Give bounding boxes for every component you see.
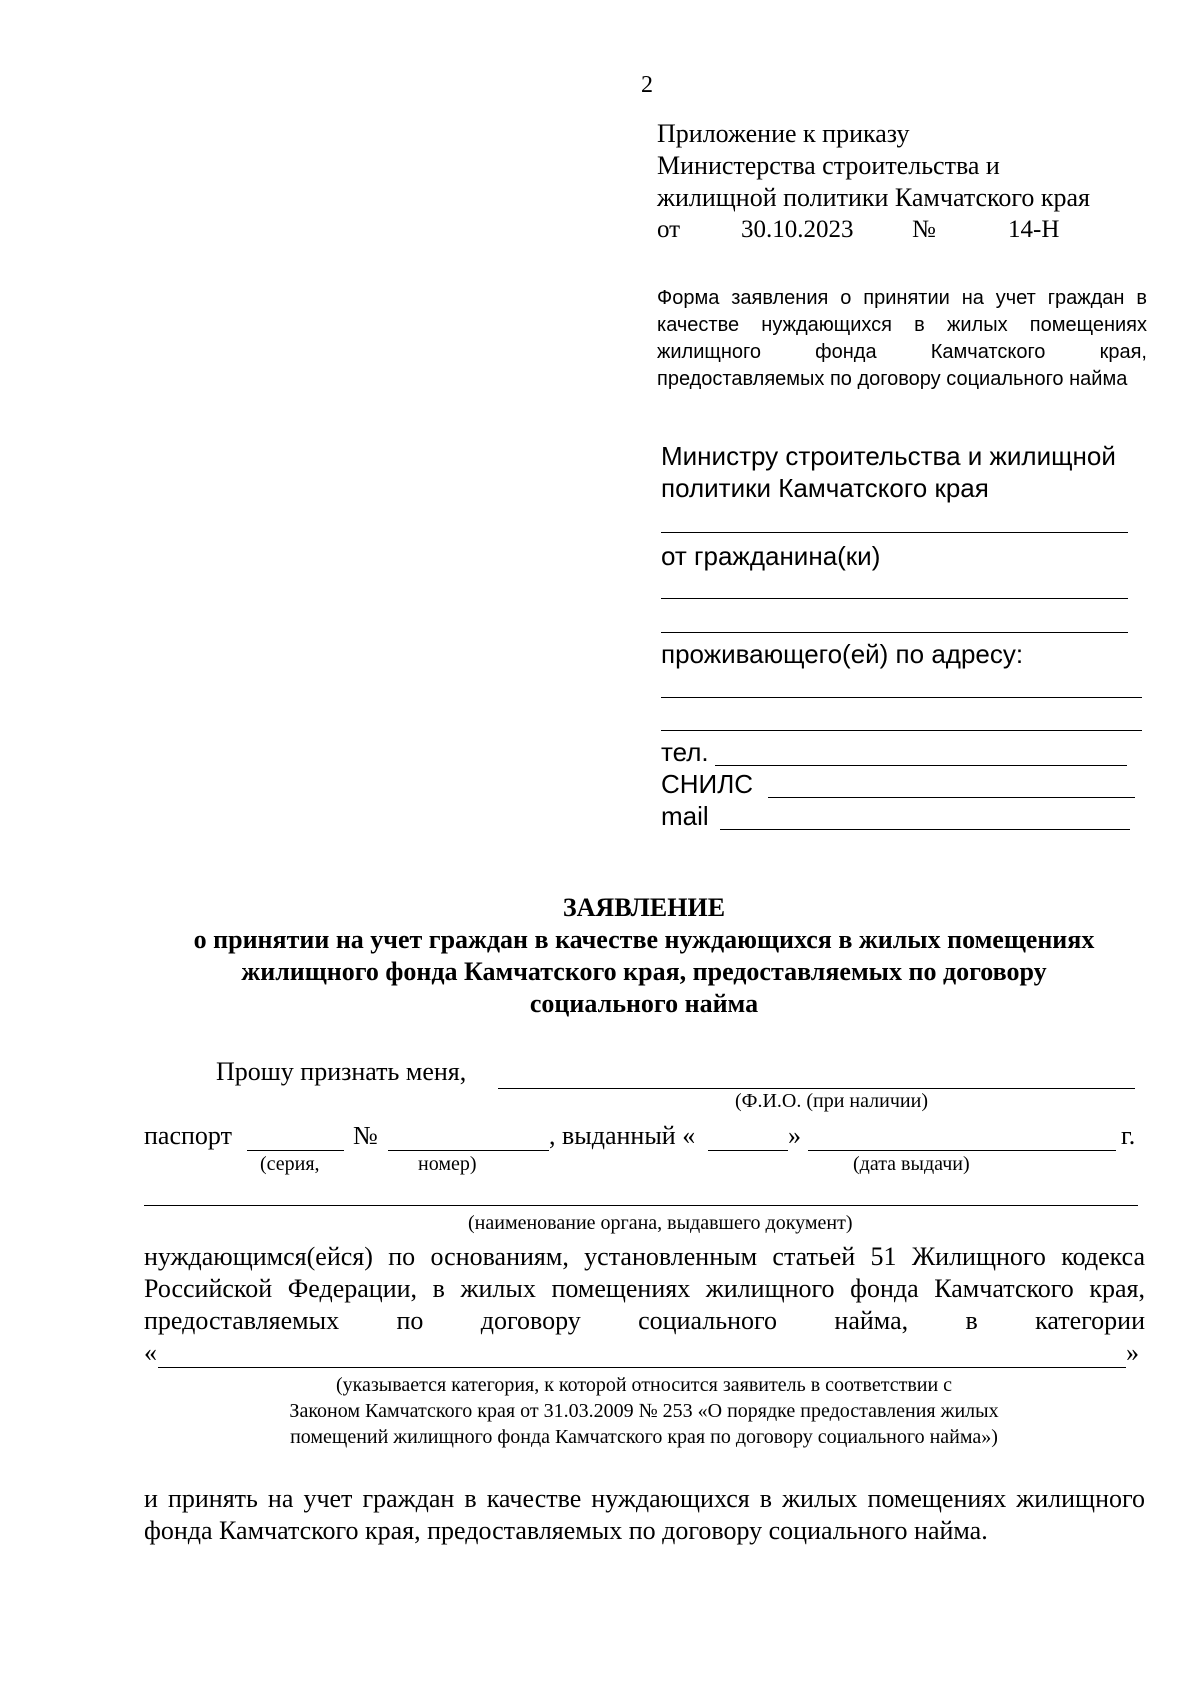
snils-line[interactable]	[768, 797, 1135, 798]
statement-subtitle-line-2: жилищного фонда Камчатского края, предоставляемых по договору	[241, 957, 1047, 986]
statement-subtitle-line-3: социального найма	[529, 989, 759, 1018]
citizen-name-line-2[interactable]	[661, 632, 1128, 633]
statement-title: ЗАЯВЛЕНИЕ	[562, 893, 726, 922]
order-number: 14-Н	[1008, 216, 1060, 243]
order-number-sign: №	[912, 216, 936, 243]
issuer-hint: (наименование органа, выдавшего документ)	[468, 1212, 853, 1234]
address-line-1[interactable]	[661, 697, 1142, 698]
request-label: Прошу признать меня,	[216, 1057, 467, 1086]
appendix-line-1: Приложение к приказу	[657, 119, 910, 148]
page-number: 2	[641, 72, 653, 98]
order-date: 30.10.2023	[741, 216, 854, 243]
phone-line[interactable]	[715, 765, 1127, 766]
category-quote-open: «	[144, 1338, 157, 1367]
citizen-name-line-1[interactable]	[661, 598, 1128, 599]
paragraph-registration: и принять на учет граждан в качестве нуждающихся в жилых помещениях жилищного фонда Камчатского края, предоставляемых по договору социального найма.	[144, 1484, 1145, 1545]
category-note-line-1: (указывается категория, к которой относится заявитель в соответствии с	[335, 1374, 953, 1396]
passport-series-line[interactable]	[247, 1150, 344, 1151]
statement-subtitle-line-1: о принятии на учет граждан в качестве нуждающихся в жилых помещениях	[193, 925, 1095, 954]
issue-date-hint: (дата выдачи)	[853, 1153, 970, 1175]
issue-day-line[interactable]	[708, 1150, 788, 1151]
passport-number-sign: №	[353, 1121, 378, 1150]
category-line[interactable]	[158, 1367, 1126, 1368]
appendix-line-2: Министерства строительства и	[657, 151, 1000, 180]
category-note-line-2: Законом Камчатского края от 31.03.2009 № 253 «О порядке предоставления жилых	[289, 1400, 999, 1422]
form-title: Форма заявления о принятии на учет граждан в качестве нуждающихся в жилых помещениях жилищного фонда Камчатского края, предоставляемых по договору социального найма	[657, 287, 1147, 390]
addressee-line-1: Министру строительства и жилищной	[661, 441, 1116, 471]
passport-number-line[interactable]	[388, 1150, 549, 1151]
fio-line[interactable]	[498, 1088, 1135, 1089]
category-quote-close: »	[1126, 1338, 1139, 1367]
paragraph-grounds: нуждающимся(ейся) по основаниям, установленным статьей 51 Жилищного кодекса Российской Федерации, в жилых помещениях жилищного фонда Камчатского края, предоставляемых по договору социального найма, в категории	[144, 1242, 1145, 1335]
from-citizen-label: от гражданина(ки)	[661, 541, 881, 571]
addressee-name-line[interactable]	[661, 532, 1128, 533]
order-date-prefix: от	[657, 216, 681, 243]
address-label: проживающего(ей) по адресу:	[661, 639, 1024, 669]
mail-label: mail	[661, 801, 709, 831]
category-note-line-3: помещений жилищного фонда Камчатского края по договору социального найма»)	[290, 1426, 998, 1448]
series-hint: (серия,	[260, 1153, 320, 1175]
number-hint: номер)	[418, 1153, 477, 1175]
year-suffix: г.	[1121, 1121, 1136, 1150]
issued-label: , выданный «	[549, 1121, 696, 1150]
passport-label: паспорт	[144, 1121, 232, 1150]
address-line-2[interactable]	[661, 730, 1142, 731]
snils-label: СНИЛС	[661, 769, 754, 799]
addressee-line-2: политики Камчатского края	[661, 473, 989, 503]
fio-hint: (Ф.И.О. (при наличии)	[735, 1090, 928, 1112]
appendix-line-3: жилищной политики Камчатского края	[657, 183, 1091, 212]
issuer-line[interactable]	[144, 1205, 1138, 1206]
phone-label: тел.	[661, 737, 709, 767]
issue-quote-close: »	[788, 1121, 801, 1150]
issue-date-line[interactable]	[808, 1150, 1116, 1151]
mail-line[interactable]	[720, 829, 1130, 830]
